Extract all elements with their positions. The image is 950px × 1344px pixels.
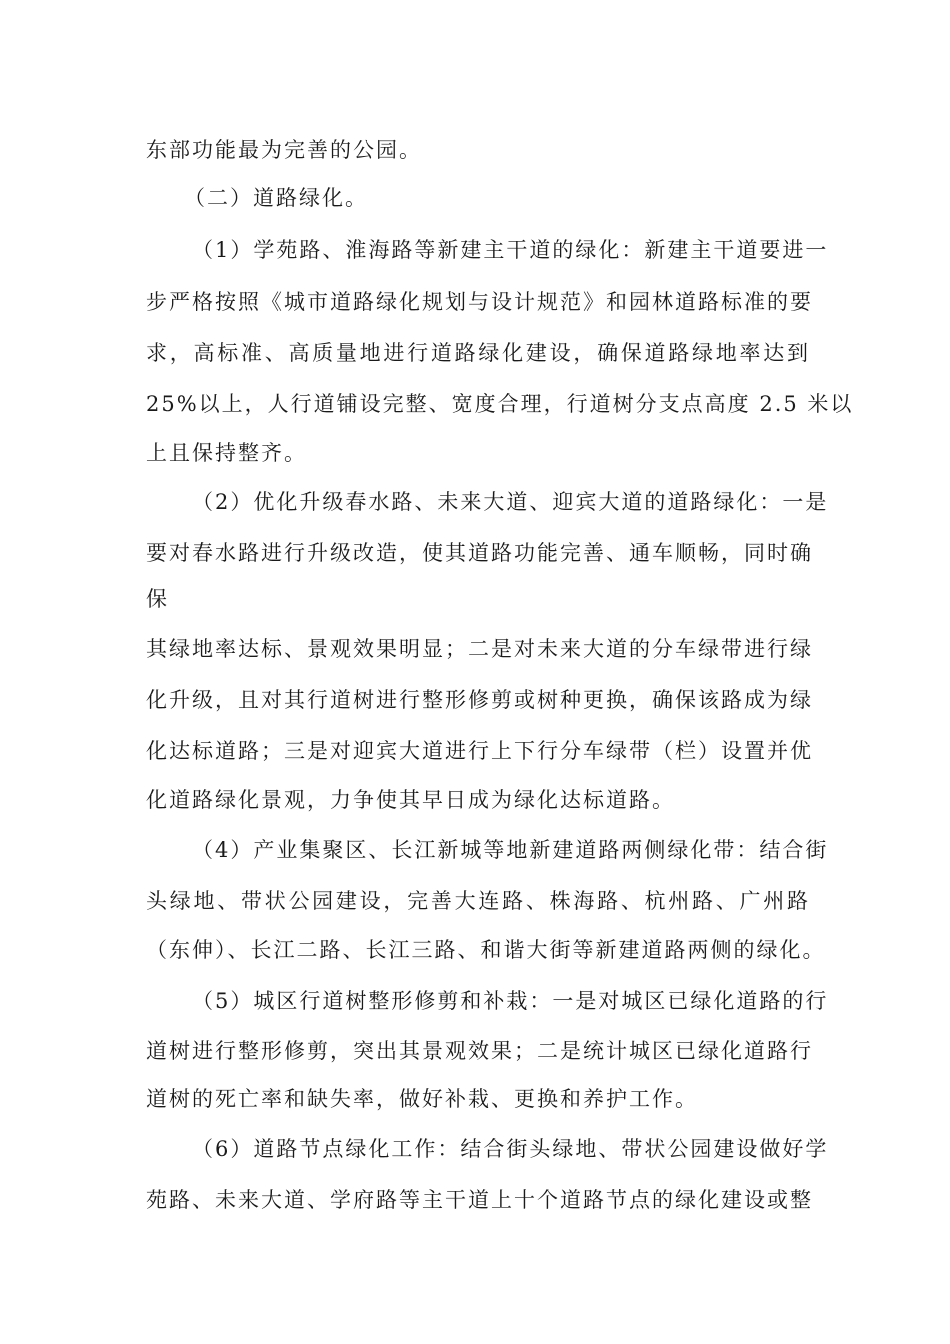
- paragraph-line: （1）学苑路、淮海路等新建主干道的绿化：新建主干道要进一: [192, 238, 829, 262]
- paragraph-line: 道树进行整形修剪，突出其景观效果；二是统计城区已绿化道路行: [146, 1039, 813, 1063]
- paragraph-line: 其绿地率达标、景观效果明显；二是对未来大道的分车绿带进行绿: [146, 637, 813, 661]
- paragraph-line: 求，高标准、高质量地进行道路绿化建设，确保道路绿地率达到: [146, 341, 810, 365]
- paragraph-line: （2）优化升级春水路、未来大道、迎宾大道的道路绿化：一是: [192, 490, 829, 514]
- paragraph-line: 苑路、未来大道、学府路等主干道上十个道路节点的绿化建设或整: [146, 1188, 813, 1212]
- paragraph-line: （东伸）、长江二路、长江三路、和谐大街等新建道路两侧的绿化。: [146, 938, 826, 962]
- text-line: 东部功能最为完善的公园。: [146, 138, 422, 162]
- paragraph-line: （6）道路节点绿化工作：结合街头绿地、带状公园建设做好学: [192, 1137, 829, 1161]
- paragraph-line: 保: [146, 587, 169, 611]
- paragraph-line: 25%以上，人行道铺设完整、宽度合理，行道树分支点高度 2.5 米以: [146, 392, 854, 416]
- paragraph-line: 道树的死亡率和缺失率，做好补栽、更换和养护工作。: [146, 1087, 698, 1111]
- section-heading: （二）道路绿化。: [184, 186, 368, 210]
- paragraph-line: 化达标道路；三是对迎宾大道进行上下行分车绿带（栏）设置并优: [146, 739, 813, 763]
- paragraph-line: 头绿地、带状公园建设，完善大连路、株海路、杭州路、广州路: [146, 889, 810, 913]
- paragraph-line: 化道路绿化景观，力争使其早日成为绿化达标道路。: [146, 788, 675, 812]
- paragraph-line: （5）城区行道树整形修剪和补栽：一是对城区已绿化道路的行: [192, 989, 829, 1013]
- paragraph-line: 化升级，且对其行道树进行整形修剪或树种更换，确保该路成为绿: [146, 688, 813, 712]
- paragraph-line: 上且保持整齐。: [146, 441, 307, 465]
- paragraph-line: （4）产业集聚区、长江新城等地新建道路两侧绿化带：结合街: [192, 838, 829, 862]
- paragraph-line: 要对春水路进行升级改造，使其道路功能完善、通车顺畅，同时确: [146, 541, 813, 565]
- paragraph-line: 步严格按照《城市道路绿化规划与设计规范》和园林道路标准的要: [146, 290, 813, 314]
